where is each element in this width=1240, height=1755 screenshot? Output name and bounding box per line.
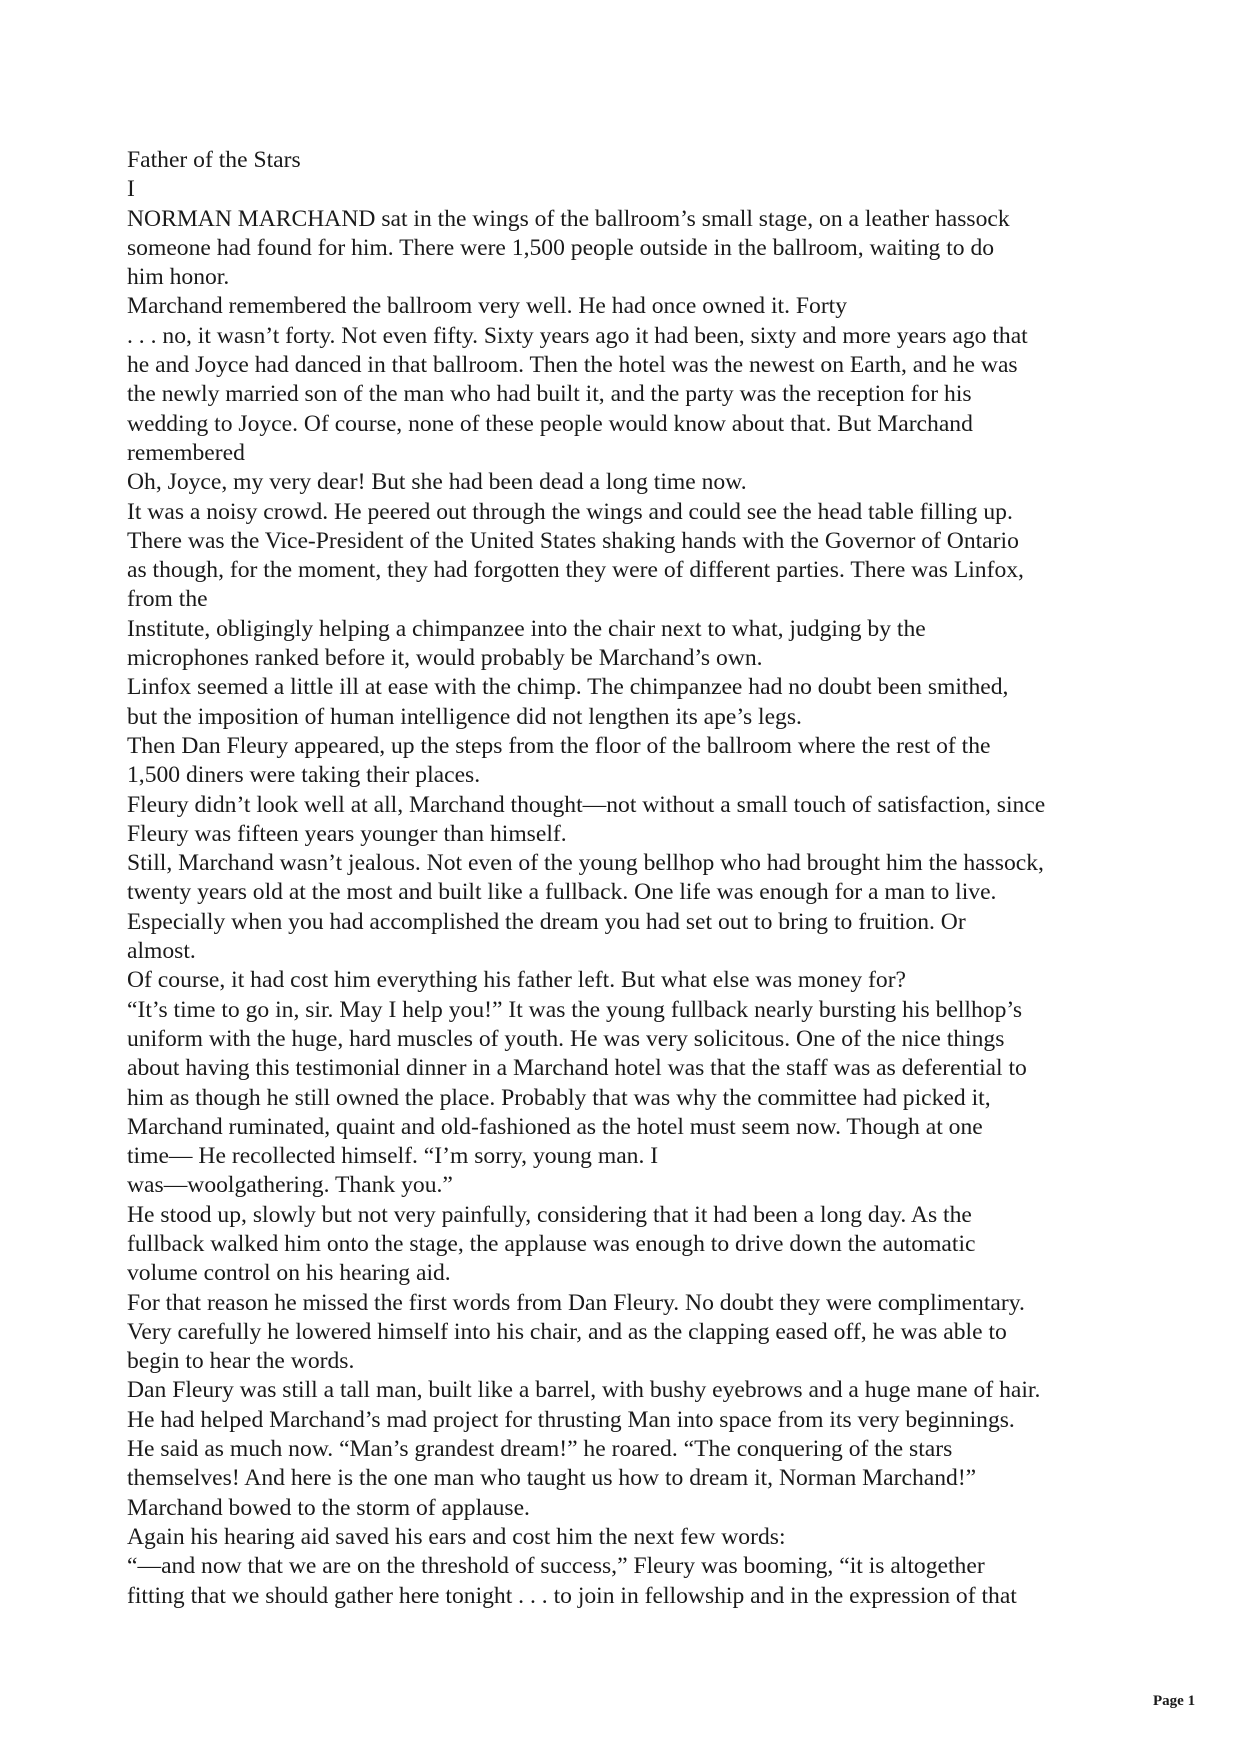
text-line: as though, for the moment, they had forgotten they were of different parties. There was Linfox, [127, 557, 1024, 584]
text-line: time— He recollected himself. “I’m sorry, young man. I [127, 1143, 659, 1170]
text-line: Then Dan Fleury appeared, up the steps from the floor of the ballroom where the rest of the [127, 732, 991, 759]
document-title: Father of the Stars [127, 147, 301, 173]
text-line: uniform with the huge, hard muscles of youth. He was very solicitous. One of the nice things [127, 1025, 1005, 1052]
text-line: Very carefully he lowered himself into his chair, and as the clapping eased off, he was able to [127, 1318, 1007, 1345]
text-line: fullback walked him onto the stage, the applause was enough to drive down the automatic [127, 1230, 976, 1257]
text-line: Again his hearing aid saved his ears and cost him the next few words: [127, 1523, 786, 1550]
text-line: Linfox seemed a little ill at ease with the chimp. The chimpanzee had no doubt been smithed, [127, 674, 1009, 701]
chapter-number: I [127, 176, 135, 203]
text-line: Of course, it had cost him everything his father left. But what else was money for? [127, 967, 907, 994]
text-line: remembered [127, 439, 245, 466]
text-line: twenty years old at the most and built like a fullback. One life was enough for a man to live. [127, 879, 997, 906]
text-line: Still, Marchand wasn’t jealous. Not even of the young bellhop who had brought him the hassock, [127, 850, 1044, 877]
page-body [127, 146, 1127, 1611]
text-line: He had helped Marchand’s mad project for thrusting Man into space from its very beginnings. [127, 1406, 1015, 1433]
text-line: the newly married son of the man who had built it, and the party was the reception for his [127, 381, 972, 408]
text-line: themselves! And here is the one man who taught us how to dream it, Norman Marchand!” [127, 1465, 977, 1492]
text-line: Marchand bowed to the storm of applause. [127, 1494, 530, 1521]
text-line: him honor. [127, 264, 230, 291]
text-line: There was the Vice-President of the United States shaking hands with the Governor of Ontario [127, 527, 1019, 554]
text-line: For that reason he missed the first words from Dan Fleury. No doubt they were complimentary. [127, 1289, 1025, 1316]
text-line: Oh, Joyce, my very dear! But she had been dead a long time now. [127, 469, 747, 496]
text-line: Fleury didn’t look well at all, Marchand thought—not without a small touch of satisfaction, since [127, 791, 1046, 818]
text-line: Especially when you had accomplished the dream you had set out to bring to fruition. Or [127, 908, 966, 935]
text-line: microphones ranked before it, would probably be Marchand’s own. [127, 645, 763, 672]
text-line: NORMAN MARCHAND sat in the wings of the ballroom’s small stage, on a leather hassock [127, 205, 1010, 232]
text-line: Dan Fleury was still a tall man, built like a barrel, with bushy eyebrows and a huge mane of hair. [127, 1377, 1041, 1404]
text-line: Fleury was fifteen years younger than himself. [127, 820, 567, 847]
text-line: He stood up, slowly but not very painfully, considering that it had been a long day. As the [127, 1201, 972, 1228]
text-line: wedding to Joyce. Of course, none of these people would know about that. But Marchand [127, 410, 973, 437]
text-line: volume control on his hearing aid. [127, 1260, 451, 1287]
text-line: from the [127, 586, 208, 613]
text-line: almost. [127, 938, 196, 965]
text-line: someone had found for him. There were 1,500 people outside in the ballroom, waiting to do [127, 234, 995, 261]
text-line: about having this testimonial dinner in a Marchand hotel was that the staff was as deferential to [127, 1055, 1027, 1082]
text-line: “It’s time to go in, sir. May I help you!” It was the young fullback nearly bursting his bellhop’s [127, 996, 1023, 1023]
page-number: Page 1 [1153, 1693, 1196, 1709]
text-line: him as though he still owned the place. Probably that was why the committee had picked it, [127, 1084, 991, 1111]
text-line: “—and now that we are on the threshold of success,” Fleury was booming, “it is altogether [127, 1553, 985, 1580]
text-line: Marchand remembered the ballroom very well. He had once owned it. Forty [127, 293, 848, 320]
text-line: was—woolgathering. Thank you.” [127, 1172, 453, 1199]
text-line: he and Joyce had danced in that ballroom. Then the hotel was the newest on Earth, and he was [127, 352, 1018, 379]
text-line: but the imposition of human intelligence did not lengthen its ape’s legs. [127, 703, 802, 730]
text-line: Institute, obligingly helping a chimpanzee into the chair next to what, judging by the [127, 615, 926, 642]
text-line: fitting that we should gather here tonight . . . to join in fellowship and in the expression of that [127, 1582, 1017, 1609]
text-line: Marchand ruminated, quaint and old-fashioned as the hotel must seem now. Though at one [127, 1113, 983, 1140]
text-line: It was a noisy crowd. He peered out through the wings and could see the head table filling up. [127, 498, 1013, 525]
text-line: He said as much now. “Man’s grandest dream!” he roared. “The conquering of the stars [127, 1436, 953, 1463]
text-line: . . . no, it wasn’t forty. Not even fifty. Sixty years ago it had been, sixty and more years ago that [127, 322, 1028, 349]
text-line: 1,500 diners were taking their places. [127, 762, 481, 789]
text-line: begin to hear the words. [127, 1348, 355, 1375]
